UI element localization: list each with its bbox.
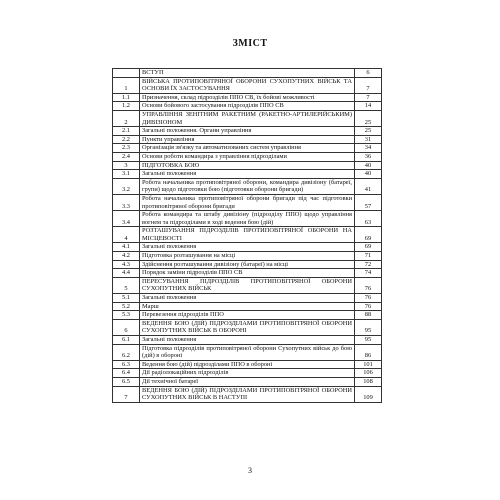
- toc-page-number: 74: [355, 269, 382, 278]
- toc-entry-title: Організація зв'язку та автоматизованих систем управління: [140, 144, 355, 153]
- toc-row: [113, 144, 382, 153]
- toc-page-number: 108: [355, 377, 382, 386]
- toc-row: [113, 227, 382, 243]
- toc-section-number: 1: [113, 77, 140, 93]
- toc-row: [113, 170, 382, 179]
- toc-row: [113, 178, 382, 194]
- toc-entry-title: Порядок заміни підрозділів ППО СВ: [140, 269, 355, 278]
- toc-page-number: 25: [355, 127, 382, 136]
- toc-page-number: 109: [355, 386, 382, 402]
- toc-entry-title: Перевезення підрозділів ППО: [140, 311, 355, 320]
- toc-row: [113, 344, 382, 360]
- toc-section-number: 4.1: [113, 243, 140, 252]
- toc-page-number: 95: [355, 319, 382, 335]
- toc-row: [113, 110, 382, 126]
- toc-entry-title: Ведення бою (дій) підрозділами ППО в обороні: [140, 360, 355, 369]
- toc-section-number: 2: [113, 110, 140, 126]
- toc-section-number: 6.5: [113, 377, 140, 386]
- table-of-contents: [112, 68, 382, 403]
- toc-entry-title: Дії радіолокаційних підрозділів: [140, 369, 355, 378]
- toc-section-number: 4.2: [113, 252, 140, 261]
- toc-entry-title: Підготовка підрозділів протиповітряної оборони Сухопутних військ до бою (дій) в обороні: [140, 344, 355, 360]
- toc-entry-title: Робота начальника протиповітряної оборони бригади під час підготовки протиповітряної оборони бригади: [140, 194, 355, 210]
- toc-row: [113, 102, 382, 111]
- toc-row: [113, 161, 382, 170]
- toc-page-number: 40: [355, 161, 382, 170]
- toc-page-number: 63: [355, 211, 382, 227]
- toc-row: [113, 360, 382, 369]
- page-title: ЗМІСТ: [232, 38, 268, 49]
- toc-entry-title: ВЕДЕННЯ БОЮ (ДІЙ) ПІДРОЗДІЛАМИ ПРОТИПОВІТРЯНОЇ ОБОРОНИ СУХОПУТНИХ ВІЙСЬК В ОБОРОНІ: [140, 319, 355, 335]
- toc-row: [113, 277, 382, 293]
- toc-row: [113, 336, 382, 345]
- toc-row: [113, 135, 382, 144]
- toc-page-number: 57: [355, 194, 382, 210]
- toc-entry-title: Загальні положення. Органи управління: [140, 127, 355, 136]
- toc-entry-title: Основи роботи командира з управління підрозділами: [140, 152, 355, 161]
- toc-entry-title: Загальні положення: [140, 294, 355, 303]
- toc-section-number: 3.2: [113, 178, 140, 194]
- toc-entry-title: ВІЙСЬКА ПРОТИПОВІТРЯНОЇ ОБОРОНИ СУХОПУТНИХ ВІЙСЬК ТА ОСНОВИ ЇХ ЗАСТОСУВАННЯ: [140, 77, 355, 93]
- toc-section-number: 2.1: [113, 127, 140, 136]
- toc-section-number: 2.3: [113, 144, 140, 153]
- toc-page-number: 95: [355, 336, 382, 345]
- toc-entry-title: Робота командира та штабу дивізіону (підрозділу ППО) щодо управління вогнем та підрозділами в ході ведення бою (дій): [140, 211, 355, 227]
- toc-row: [113, 302, 382, 311]
- toc-entry-title: Загальні положення: [140, 170, 355, 179]
- toc-entry-title: Пункти управління: [140, 135, 355, 144]
- toc-row: [113, 294, 382, 303]
- toc-page-number: 88: [355, 311, 382, 320]
- toc-entry-title: Підготовка розташування на місці: [140, 252, 355, 261]
- toc-entry-title: Марш: [140, 302, 355, 311]
- toc-page-number: 72: [355, 260, 382, 269]
- toc-section-number: 5.2: [113, 302, 140, 311]
- toc-page-number: 40: [355, 170, 382, 179]
- toc-entry-title: ВСТУП: [140, 69, 355, 78]
- toc-section-number: 4.3: [113, 260, 140, 269]
- toc-page-number: 31: [355, 135, 382, 144]
- toc-page-number: 69: [355, 227, 382, 243]
- toc-page-number: 36: [355, 152, 382, 161]
- toc-row: [113, 311, 382, 320]
- toc-section-number: 1.2: [113, 102, 140, 111]
- toc-entry-title: УПРАВЛІННЯ ЗЕНІТНИМ РАКЕТНИМ (РАКЕТНО-АРТИЛЕРІЙСЬКИМ) ДИВІЗІОНОМ: [140, 110, 355, 126]
- toc-row: [113, 77, 382, 93]
- toc-page-number: 76: [355, 302, 382, 311]
- toc-section-number: 1.1: [113, 93, 140, 102]
- toc-entry-title: Основи бойового застосування підрозділів ППО СВ: [140, 102, 355, 111]
- toc-section-number: 5.1: [113, 294, 140, 303]
- toc-section-number: 6.1: [113, 336, 140, 345]
- page-number: 3: [248, 466, 252, 475]
- toc-entry-title: Дії технічної батареї: [140, 377, 355, 386]
- toc-page-number: 25: [355, 110, 382, 126]
- toc-row: [113, 127, 382, 136]
- toc-row: [113, 319, 382, 335]
- toc-section-number: 2.2: [113, 135, 140, 144]
- toc-page-number: 76: [355, 294, 382, 303]
- toc-section-number: 6.2: [113, 344, 140, 360]
- toc-row: [113, 211, 382, 227]
- toc-entry-title: РОЗТАШУВАННЯ ПІДРОЗДІЛІВ ПРОТИПОВІТРЯНОЇ ОБОРОНИ НА МІСЦЕВОСТІ: [140, 227, 355, 243]
- toc-page-number: 101: [355, 360, 382, 369]
- toc-row: [113, 369, 382, 378]
- toc-row: [113, 269, 382, 278]
- toc-section-number: 4: [113, 227, 140, 243]
- toc-section-number: 3.4: [113, 211, 140, 227]
- toc-row: [113, 93, 382, 102]
- toc-body: [113, 69, 382, 403]
- toc-section-number: 5: [113, 277, 140, 293]
- toc-entry-title: ВЕДЕННЯ БОЮ (ДІЙ) ПІДРОЗДІЛАМИ ПРОТИПОВІТРЯНОЇ ОБОРОНИ СУХОПУТНИХ ВІЙСЬК В НАСТУПІ: [140, 386, 355, 402]
- toc-section-number: 3.3: [113, 194, 140, 210]
- toc-page-number: 34: [355, 144, 382, 153]
- toc-row: [113, 152, 382, 161]
- toc-page-number: 6: [355, 69, 382, 78]
- toc-row: [113, 260, 382, 269]
- toc-section-number: 6.4: [113, 369, 140, 378]
- toc-entry-title: ПЕРЕСУВАННЯ ПІДРОЗДІЛІВ ПРОТИПОВІТРЯНОЇ ОБОРОНИ СУХОПУТНИХ ВІЙСЬК: [140, 277, 355, 293]
- toc-row: [113, 386, 382, 402]
- toc-page-number: 41: [355, 178, 382, 194]
- toc-page-number: 7: [355, 77, 382, 93]
- toc-page-number: 76: [355, 277, 382, 293]
- toc-section-number: 7: [113, 386, 140, 402]
- toc-section-number: [113, 69, 140, 78]
- toc-page-number: 71: [355, 252, 382, 261]
- toc-section-number: 6: [113, 319, 140, 335]
- toc-section-number: 3: [113, 161, 140, 170]
- toc-page-number: 14: [355, 102, 382, 111]
- toc-entry-title: Загальні положення: [140, 336, 355, 345]
- toc-row: [113, 243, 382, 252]
- toc-row: [113, 194, 382, 210]
- toc-row: [113, 377, 382, 386]
- toc-section-number: 4.4: [113, 269, 140, 278]
- toc-page-number: 7: [355, 93, 382, 102]
- toc-row: [113, 252, 382, 261]
- toc-entry-title: Робота начальника протиповітряної оборони, командира дивізіону (батареї, групи) щодо підготовки бою (підготовки оборони бригади): [140, 178, 355, 194]
- toc-section-number: 3.1: [113, 170, 140, 179]
- toc-section-number: 5.3: [113, 311, 140, 320]
- toc-page-number: 86: [355, 344, 382, 360]
- toc-entry-title: ПІДГОТОВКА БОЮ: [140, 161, 355, 170]
- toc-section-number: 6.3: [113, 360, 140, 369]
- toc-row: [113, 69, 382, 78]
- toc-page-number: 69: [355, 243, 382, 252]
- toc-entry-title: Загальні положення: [140, 243, 355, 252]
- toc-entry-title: Здійснення розташування дивізіону (батареї) на місці: [140, 260, 355, 269]
- toc-section-number: 2.4: [113, 152, 140, 161]
- toc-page-number: 106: [355, 369, 382, 378]
- toc-entry-title: Призначення, склад підрозділів ППО СВ, їх бойові можливості: [140, 93, 355, 102]
